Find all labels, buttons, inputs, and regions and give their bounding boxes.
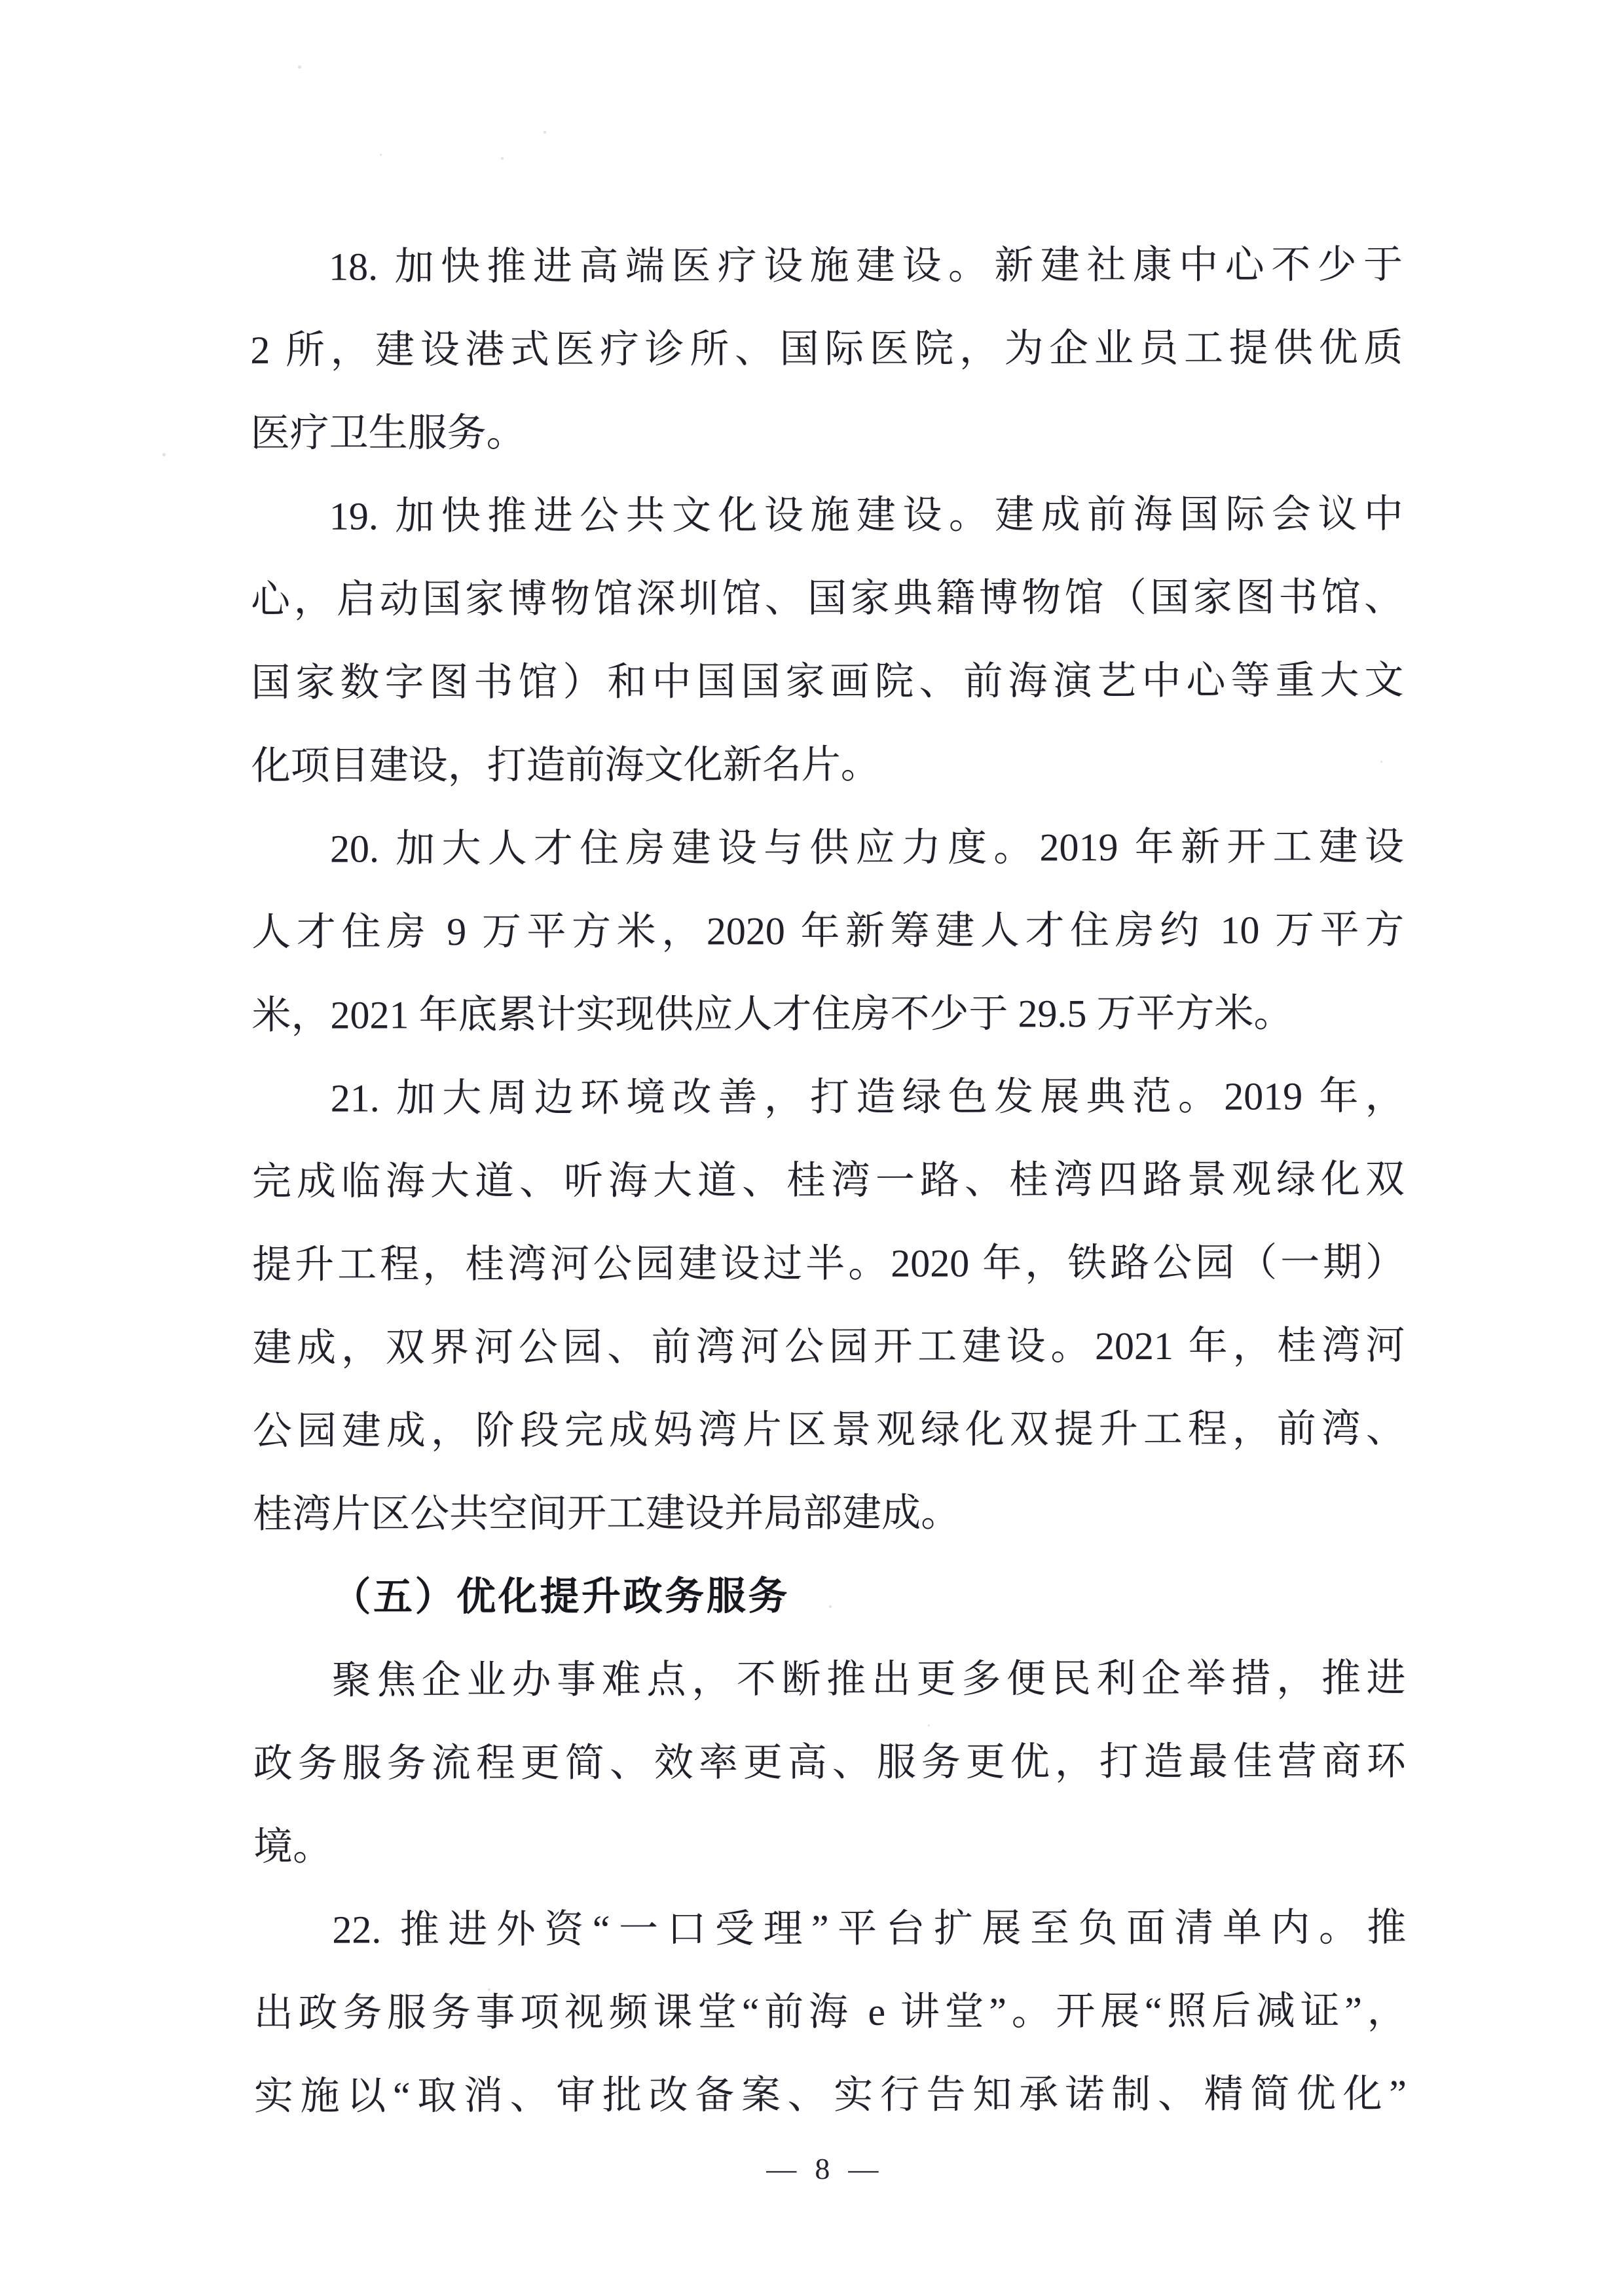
scan-speck <box>544 131 546 134</box>
text-line: 实施以“取消、审批改备案、实行告知承诺制、精简优化” <box>253 2072 1407 2118</box>
scan-speck <box>1380 761 1382 763</box>
scan-speck <box>928 1724 930 1726</box>
text-line: 米，2021 年底累计实现供应人才住房不少于 29.5 万平方米。 <box>251 991 1293 1037</box>
scan-speck <box>1082 604 1084 606</box>
text-line: 19. 加快推进公共文化设施建设。建成前海国际会议中 <box>329 492 1403 538</box>
scan-speck <box>162 453 166 456</box>
text-line: 医疗卫生服务。 <box>250 410 526 455</box>
scan-speck <box>380 154 382 156</box>
document-body <box>250 223 1407 2138</box>
text-line: 18. 加快推进高端医疗设施建设。新建社康中心不少于 <box>329 243 1403 289</box>
text-line: 国家数字图书馆）和中国国家画院、前海演艺中心等重大文 <box>251 659 1404 704</box>
scan-speck <box>501 157 504 160</box>
text-line: 桂湾片区公共空间开工建设并局部建成。 <box>252 1491 961 1536</box>
text-line: 公园建成，阶段完成妈湾片区景观绿化双提升工程，前湾、 <box>252 1407 1405 1453</box>
text-line: 聚焦企业办事难点，不断推出更多便民利企举措，推进 <box>331 1656 1406 1702</box>
section-heading: （五）优化提升政务服务 <box>331 1575 790 1619</box>
text-line: 政务服务流程更简、效率更高、服务更优，打造最佳营商环 <box>253 1740 1406 1785</box>
scan-speck <box>298 65 301 69</box>
text-line: 完成临海大道、听海大道、桂湾一路、桂湾四路景观绿化双 <box>251 1157 1405 1203</box>
text-line: 21. 加大周边环境改善，打造绿色发展典范。2019 年， <box>330 1074 1405 1120</box>
page-number: — 8 — <box>766 2152 884 2185</box>
text-line: 出政务服务事项视频课堂“前海 e 讲堂”。开展“照后减证”， <box>253 1989 1407 2035</box>
text-line: 化项目建设，打造前海文化新名片。 <box>251 742 880 788</box>
scan-speck <box>488 1988 490 1991</box>
text-line: 20. 加大人才住房建设与供应力度。2019 年新开工建设 <box>329 825 1405 871</box>
text-line: 2 所，建设港式医疗诊所、国际医院，为企业员工提供优质 <box>250 326 1403 372</box>
text-line: 建成，双界河公园、前湾河公园开工建设。2021 年，桂湾河 <box>252 1324 1405 1370</box>
text-line: 提升工程，桂湾河公园建设过半。2020 年，铁路公园（一期） <box>252 1241 1405 1286</box>
scan-speck <box>829 1605 832 1608</box>
text-line: 22. 推进外资“一口受理”平台扩展至负面清单内。推 <box>332 1906 1407 1952</box>
text-line: 境。 <box>253 1825 333 1868</box>
text-line: 人才住房 9 万平方米，2020 年新筹建人才住房约 10 万平方 <box>251 908 1405 954</box>
text-line: 心，启动国家博物馆深圳馆、国家典籍博物馆（国家图书馆、 <box>251 575 1404 621</box>
